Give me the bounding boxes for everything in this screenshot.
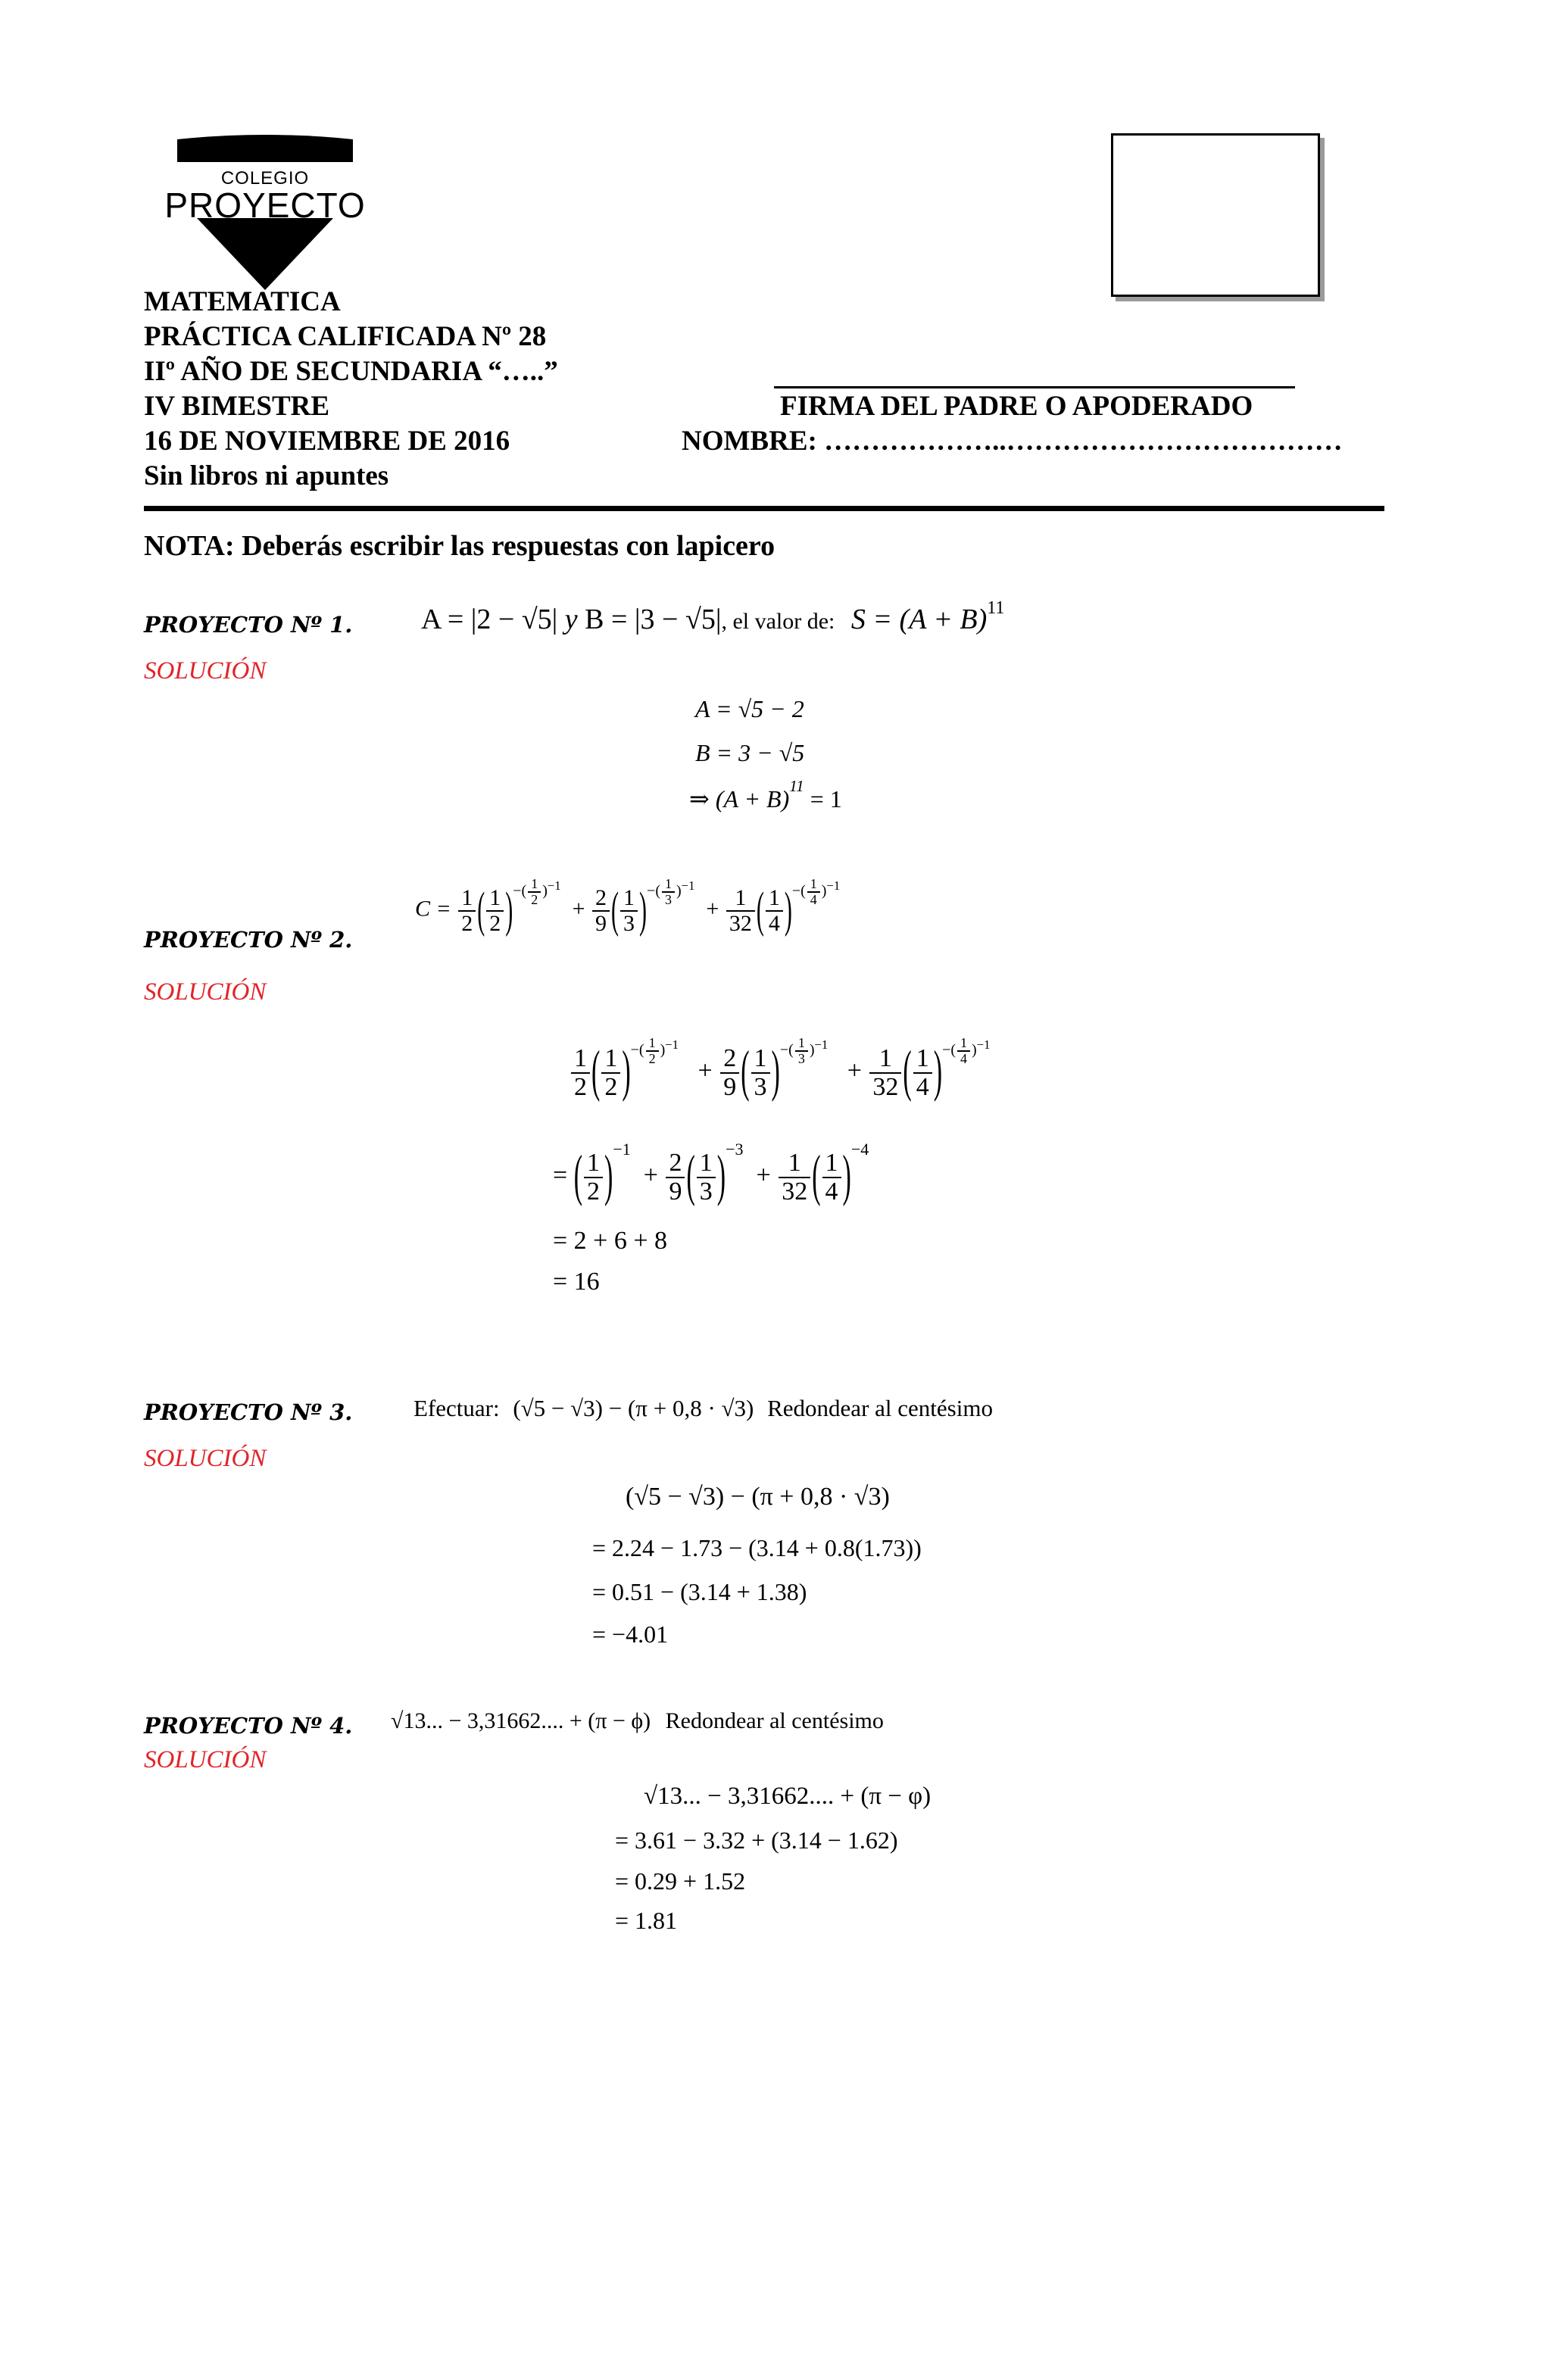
photo-box bbox=[1111, 133, 1320, 297]
problem-1-step-1: A = √5 − 2 bbox=[695, 695, 804, 722]
grade-line: IIº AÑO DE SECUNDARIA “…..” bbox=[144, 356, 558, 387]
problem-1-s-def: S = (A + B) bbox=[850, 604, 988, 635]
period-line: IV BIMESTRE bbox=[144, 391, 330, 422]
note-text: NOTA: Deberás escribir las respuestas con lapicero bbox=[144, 530, 776, 562]
problem-1-a-def: A = |2 − √5| bbox=[421, 604, 558, 635]
problem-1-tail: , el valor de: bbox=[721, 609, 835, 634]
problem-2-statement: C = $\frac{1}{2}$ ( $\frac{1}{2}$ )−( $\frac{1}{2}$ )$^{-1}$ + $\frac{2}{9}$ ( $\frac{1}{3}$ )−( $\frac{1}{3}$ )$^{-1}$ + $\frac{1}{32}$ ( $\frac{1}{4}$ )−( $\frac{1}{4}$ )$^{-1}$ bbox=[415, 876, 841, 937]
problem-3-suffix: Redondear al centésimo bbox=[767, 1395, 993, 1421]
problem-3-label: PROYECTO Nº 3. bbox=[144, 1399, 353, 1425]
problem-2-step-1: $\frac{1}{2}$ ( $\frac{1}{2}$ )−( $\frac{1}{2}$ )$^{-1}$ + $\frac{2}{9}$ ( $\frac{1}{3}$ )−( $\frac{1}{3}$ )$^{-1}$ + $\frac{1}{32}$ ( $\frac{1}{4}$ )−( $\frac{1}{4}$ )$^{-1}$ bbox=[570, 1045, 990, 1100]
problem-1-step-3-exp: 11 bbox=[789, 777, 804, 795]
problem-3-expr: (√5 − √3) − (π + 0,8 · √3) bbox=[513, 1395, 754, 1421]
problem-4-step-3: = 0.29 + 1.52 bbox=[615, 1867, 746, 1895]
problem-4-solution-label: SOLUCIÓN bbox=[144, 1746, 267, 1773]
subject-title: MATEMATICA bbox=[144, 286, 341, 317]
problem-2-step-4: = 16 bbox=[553, 1268, 600, 1296]
problem-4-label: PROYECTO Nº 4. bbox=[144, 1713, 353, 1739]
logo-main-text: PROYECTO bbox=[164, 186, 366, 225]
problem-4-step-1: √13... − 3,31662.... + (π − φ) bbox=[644, 1783, 932, 1810]
problem-3-step-2: = 2.24 − 1.73 − (3.14 + 0.8(1.73)) bbox=[592, 1534, 922, 1561]
logo-top-text: COLEGIO bbox=[220, 168, 310, 189]
problem-4-expr: √13... − 3,31662.... + (π − ϕ) bbox=[391, 1708, 651, 1733]
problem-1-y: y bbox=[564, 604, 578, 635]
problem-4-statement bbox=[391, 1708, 884, 1734]
signature-line bbox=[774, 386, 1295, 388]
problem-3-step-1: (√5 − √3) − (π + 0,8 · √3) bbox=[626, 1483, 890, 1511]
signature-label: FIRMA DEL PADRE O APODERADO bbox=[780, 391, 1253, 422]
problem-2-step-3: = 2 + 6 + 8 bbox=[553, 1227, 668, 1255]
problem-2-label: PROYECTO Nº 2. bbox=[144, 927, 353, 953]
header-divider bbox=[144, 506, 1384, 511]
problem-4-suffix: Redondear al centésimo bbox=[665, 1708, 884, 1733]
problem-3-step-3: = 0.51 − (3.14 + 1.38) bbox=[592, 1578, 807, 1605]
problem-4-step-4: = 1.81 bbox=[615, 1907, 678, 1934]
exam-title: PRÁCTICA CALIFICADA Nº 28 bbox=[144, 321, 547, 352]
problem-1-statement bbox=[421, 598, 1005, 636]
date-line: 16 DE NOVIEMBRE DE 2016 bbox=[144, 426, 510, 457]
problem-1-s-exp: 11 bbox=[987, 598, 1005, 618]
problem-1-b-def: B = |3 − √5| bbox=[585, 604, 722, 635]
problem-3-step-4: = −4.01 bbox=[592, 1620, 669, 1648]
problem-1-step-3-result: = 1 bbox=[810, 785, 842, 813]
problem-2-step-2: = ( $\frac{1}{2}$ )−1 + $\frac{2}{9}$ ( $\frac{1}{3}$ )−3 + $\frac{1}{32}$ ( $\frac{1}{4}$ )−4 bbox=[553, 1139, 869, 1208]
problem-3-prefix: Efectuar: bbox=[413, 1395, 500, 1421]
problem-2-prefix: C = bbox=[415, 896, 451, 922]
problem-4-step-2: = 3.61 − 3.32 + (3.14 − 1.62) bbox=[615, 1826, 898, 1854]
problem-3-solution-label: SOLUCIÓN bbox=[144, 1445, 267, 1472]
problem-2-solution-label: SOLUCIÓN bbox=[144, 978, 267, 1006]
name-field: NOMBRE: ………………..……………………………… bbox=[682, 426, 1343, 457]
problem-1-step-3-expr: ⇒ (A + B) bbox=[689, 785, 790, 813]
problem-1-solution-label: SOLUCIÓN bbox=[144, 657, 267, 685]
problem-3-statement bbox=[413, 1395, 993, 1422]
problem-1-step-2: B = 3 − √5 bbox=[695, 739, 805, 766]
problem-1-label: PROYECTO Nº 1. bbox=[144, 612, 353, 638]
problem-1-step-3 bbox=[689, 777, 842, 813]
school-logo bbox=[151, 135, 379, 294]
instructions-line: Sin libros ni apuntes bbox=[144, 460, 389, 491]
